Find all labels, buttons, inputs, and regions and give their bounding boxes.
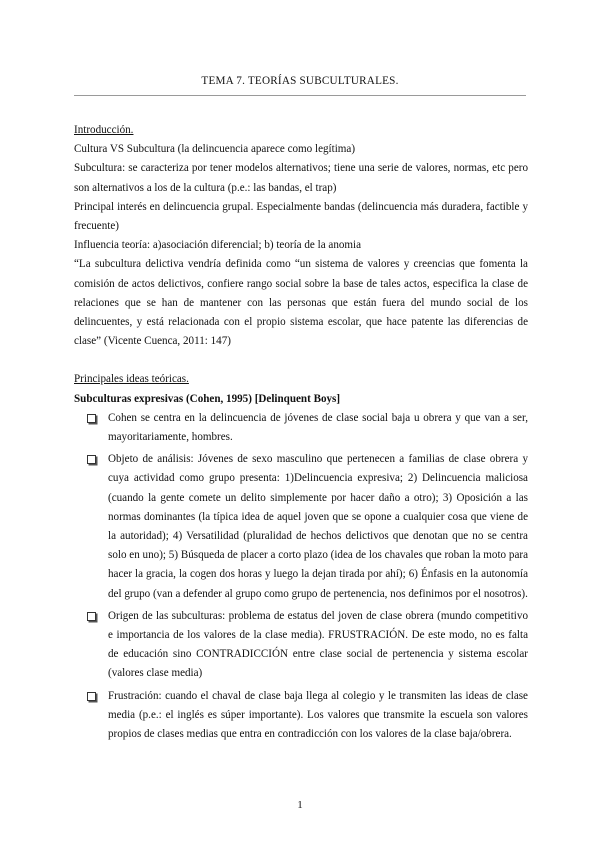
document-title: TEMA 7. TEORÍAS SUBCULTURALES.: [201, 75, 399, 87]
list-item-text: Cohen se centra en la delincuencia de jóvenes de clase social baja u obrera y que van a ser, mayoritariamente, hombres.: [108, 411, 528, 444]
page-number: 1: [297, 799, 303, 811]
intro-quote: “La subcultura delictiva vendría definida como “un sistema de valores y creencias que fomenta la comisión de actos delictivos, confiere rango social sobre la base de tales actos, especifica la clase de relaciones que se han de mantener con las personas que están fuera del mundo social de los delincuentes, y está relacionada con el propio sistema escolar, que hace patente las diferencias de clase” (Vicente Cuenca, 2011: 147): [74, 258, 528, 348]
ideas-bullet-list: [74, 409, 528, 744]
list-item-text: Origen de las subculturas: problema de estatus del joven de clase obrera (mundo competitivo e importancia de los valores de la clase media). FRUSTRACIÓN. De este modo, no es falta de educación sino CONTRADICCIÓN entre clase social de pertenencia y sistema escolar (valores clase media): [108, 609, 528, 680]
ideas-subheading: Subculturas expresivas (Cohen, 1995) [Delinquent Boys]: [74, 392, 341, 405]
list-item: [74, 687, 528, 745]
square-bullet-icon: [87, 692, 96, 701]
square-bullet-icon: [87, 414, 96, 423]
square-bullet-icon: [87, 455, 96, 464]
intro-paragraph: Cultura VS Subcultura (la delincuencia aparece como legítima): [74, 143, 356, 156]
list-item-text: Objeto de análisis: Jóvenes de sexo masculino que pertenecen a familias de clase obrera y cuya actividad como grupo presenta: 1)Delincuencia expresiva; 2) Delincuencia maliciosa (cuando la gente comete un delito simplemente por hacer daño a otro); 3) Oposición a las normas dominantes (la típica idea de aquel joven que se opone a cualquier cosa que viene de la autoridad); 4) Versatilidad (pluralidad de hechos delictivos que denotan que no se centra solo en uno); 5) Búsqueda de placer a corto plazo (idea de los chavales que roban la moto para hacer la gracia, la cogen dos horas y luego la dejan tirada por ahí); 6) Énfasis en la autonomía del grupo (van a defender al grupo como grupo de pertenencia, nos definimos por el nosotros).: [108, 453, 528, 600]
list-item: [74, 409, 528, 447]
list-item: [74, 450, 528, 604]
list-item-text: Frustración: cuando el chaval de clase baja llega al colegio y le transmiten las ideas de clase media (p.e.: el inglés es súper importante). Los valores que transmite la escuela son valores propios de clases medias que entra en contradicción con los valores de la clase baja/obrera.: [108, 689, 528, 741]
square-bullet-icon: [87, 612, 96, 621]
intro-heading: Introducción.: [74, 124, 134, 136]
section-spacer: [74, 351, 528, 370]
intro-paragraph: Subcultura: se caracteriza por tener modelos alternativos; tiene una serie de valores, normas, etc pero son alternativos a los de la cultura (p.e.: las bandas, el trap): [74, 162, 528, 194]
ideas-heading: Principales ideas teóricas.: [74, 373, 189, 386]
title-divider: [74, 95, 526, 96]
list-item: [74, 607, 528, 684]
document-body: [74, 121, 528, 747]
intro-paragraph: Influencia teoría: a)asociación diferencial; b) teoría de la anomia: [74, 239, 362, 252]
intro-paragraph: Principal interés en delincuencia grupal. Especialmente bandas (delincuencia más duradera, factible y frecuente): [74, 200, 528, 233]
